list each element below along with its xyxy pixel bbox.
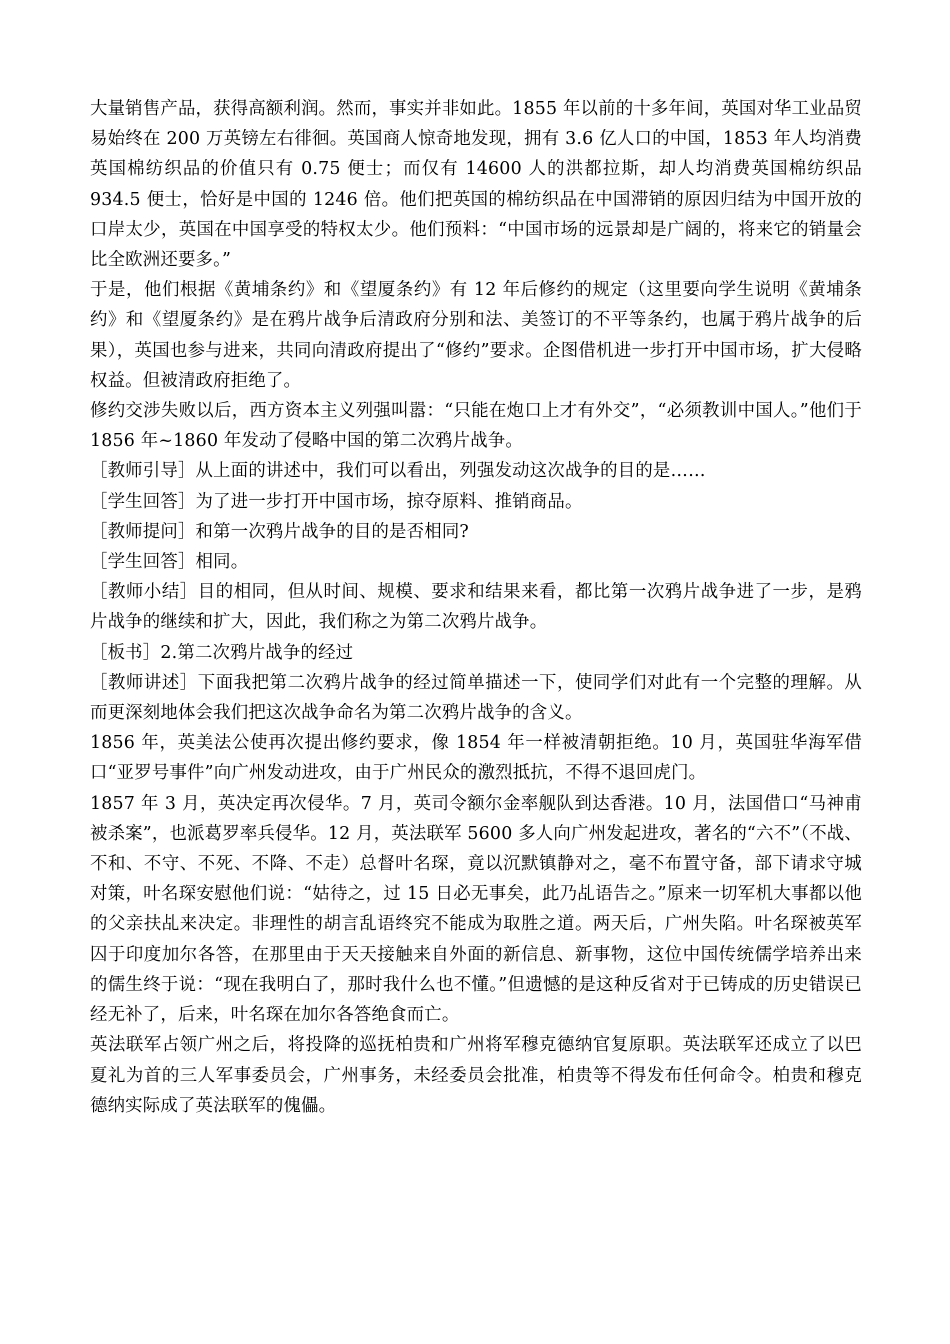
paragraph-board-note: ［板书］2.第二次鸦片战争的经过: [90, 642, 354, 663]
paragraph-1857-events: 1857 年 3 月，英决定再次侵华。7 月，英司令额尔金率舰队到达香港。10 月，法国借口“马神甫被杀案”，也派葛罗率兵侵华。12 月，英法联军 5600 多人向广州发起进攻，著名的“六不”（不战、不和、不守、不死、不降、不走）总督叶名琛，竟以沉默镇静对之，毫不布置守备，部下请求守城对策，叶名琛安慰他们说：“姑待之，过 15 日必无事矣，此乃乩语告之。”原来一切军机大事都以他的父亲扶乩来决定。非理性的胡言乱语终究不能成为取胜之道。两天后，广州失陷。叶名琛被英军囚于印度加尔各答，在那里由于天天接触来自外面的新信息、新事物，这位中国传统儒学培养出来的儒生终于说：“现在我明白了，那时我什么也不懂。”但遗憾的是这种反省对于已铸成的历史错误已经无补了，后来，叶名琛在加尔各答绝食而亡。: [90, 793, 862, 1026]
paragraph-guangzhou-occupation: 英法联军占领广州之后，将投降的巡抚柏贵和广州将军穆克德纳官复原职。英法联军还成立了以巴夏礼为首的三人军事委员会，广州事务，未经委员会批准，柏贵等不得发布任何命令。柏贵和穆克德纳实际成了英法联军的傀儡。: [90, 1035, 862, 1116]
paragraph-trade-background: 大量销售产品，获得高额利润。然而，事实并非如此。1855 年以前的十多年间，英国对华工业品贸易始终在 200 万英镑左右徘徊。英国商人惊奇地发现，拥有 3.6 亿人口的中国，1853 年人均消费英国棉纺织品的价值只有 0.75 便士；而仅有 14600 人的洪都拉斯，却人均消费英国棉纺织品 934.5 便士，恰好是中国的 1246 倍。他们把英国的棉纺织品在中国滞销的原因归结为中国开放的口岸太少，英国在中国享受的特权太少。他们预料：“中国市场的远景却是广阔的，将来它的销量会比全欧洲还要多。”: [90, 99, 863, 271]
paragraph-war-launch: 修约交涉失败以后，西方资本主义列强叫嚣：“只能在炮口上才有外交”，“必须教训中国人。”他们于 1856 年~1860 年发动了侵略中国的第二次鸦片战争。: [90, 401, 862, 452]
paragraph-teacher-question: ［教师提问］和第一次鸦片战争的目的是否相同?: [90, 521, 469, 542]
paragraph-teacher-guide: ［教师引导］从上面的讲述中，我们可以看出，列强发动这次战争的目的是……: [90, 461, 706, 482]
paragraph-1856-events: 1856 年，英美法公使再次提出修约要求，像 1854 年一样被清朝拒绝。10 月，英国驻华海军借口“亚罗号事件”向广州发动进攻，由于广州民众的激烈抵抗，不得不退回虎门。: [90, 733, 862, 784]
document-body: [90, 94, 862, 1121]
paragraph-treaty-revision: 于是，他们根据《黄埔条约》和《望厦条约》有 12 年后修约的规定（这里要向学生说明《黄埔条约》和《望厦条约》是在鸦片战争后清政府分别和法、美签订的不平等条约，也属于鸦片战争的后果），英国也参与进来，共同向清政府提出了“修约”要求。企图借机进一步打开中国市场，扩大侵略权益。但被清政府拒绝了。: [90, 280, 862, 391]
paragraph-student-answer-2: ［学生回答］相同。: [90, 552, 249, 573]
paragraph-teacher-summary: ［教师小结］目的相同，但从时间、规模、要求和结果来看，都比第一次鸦片战争进了一步，是鸦片战争的继续和扩大，因此，我们称之为第二次鸦片战争。: [90, 582, 862, 633]
paragraph-student-answer-1: ［学生回答］为了进一步打开中国市场，掠夺原料、推销商品。: [90, 491, 583, 512]
paragraph-teacher-narration: ［教师讲述］下面我把第二次鸦片战争的经过简单描述一下，使同学们对此有一个完整的理解。从而更深刻地体会我们把这次战争命名为第二次鸦片战争的含义。: [90, 672, 862, 724]
